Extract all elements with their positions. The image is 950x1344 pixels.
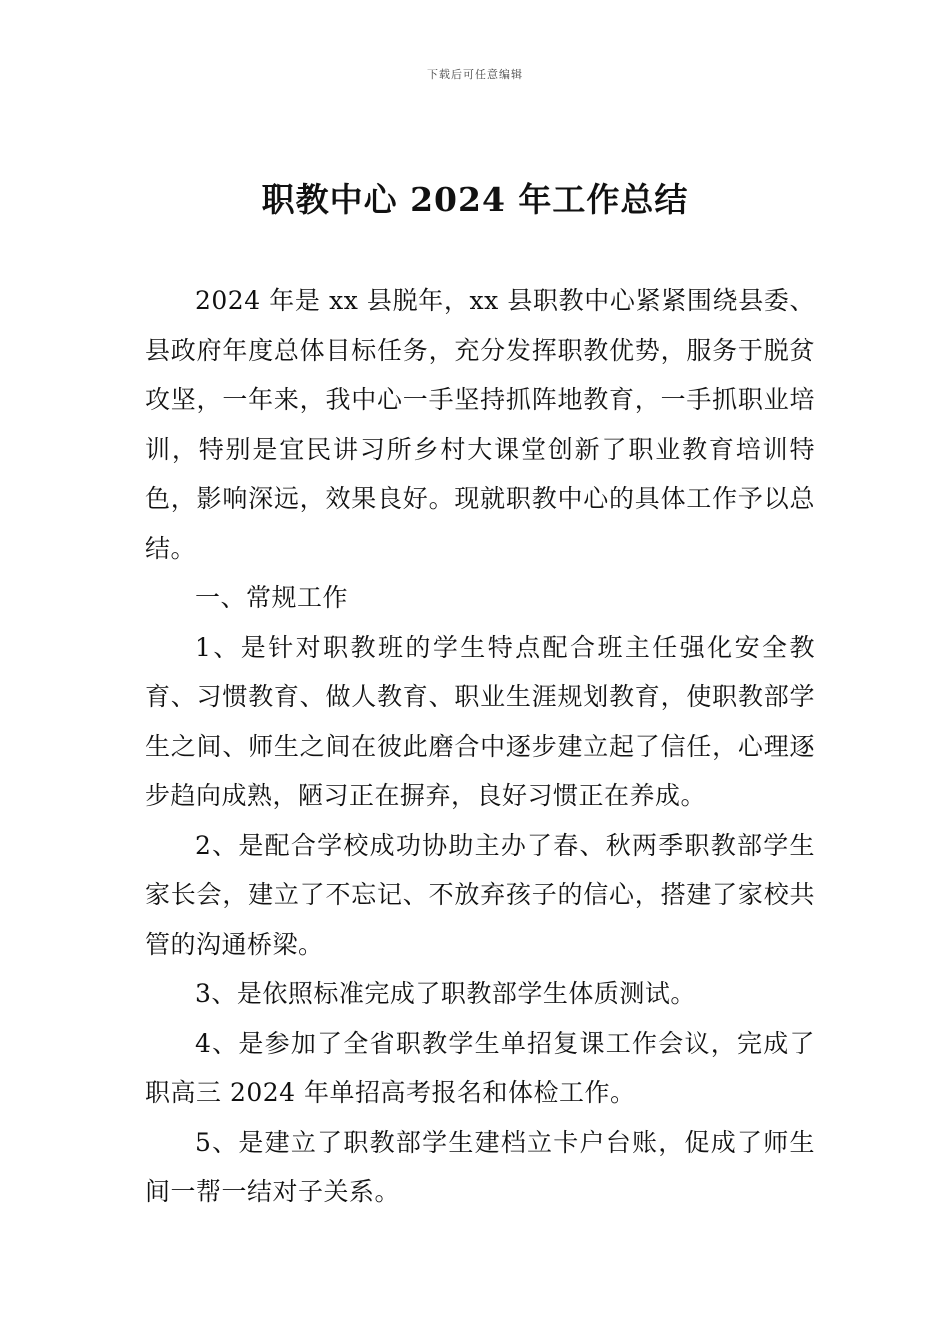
section-heading: 一、常规工作 (195, 583, 349, 612)
item-paragraph: 3、是依照标准完成了职教部学生体质测试。 (195, 979, 696, 1008)
item-paragraph: 1、是针对职教班的学生特点配合班主任强化安全教育、习惯教育、做人教育、职业生涯规划教育，使职教部学生之间、师生之间在彼此磨合中逐步建立起了信任，心理逐步趋向成熟，陋习正在摒弃，良好习惯正在养成。 (145, 632, 815, 810)
item-paragraph: 5、是建立了职教部学生建档立卡户台账，促成了师生间一帮一结对子关系。 (145, 1127, 815, 1206)
header-note: 下载后可任意编辑 (427, 68, 523, 81)
item-paragraph: 4、是参加了全省职教学生单招复课工作会议，完成了职高三 2024 年单招高考报名和体检工作。 (145, 1028, 815, 1107)
document-title: 职教中心 2024 年工作总结 (261, 180, 689, 219)
item-paragraph: 2、是配合学校成功协助主办了春、秋两季职教部学生家长会，建立了不忘记、不放弃孩子的信心，搭建了家校共管的沟通桥梁。 (145, 830, 815, 959)
intro-paragraph: 2024 年是 xx 县脱年，xx 县职教中心紧紧围绕县委、县政府年度总体目标任务，充分发挥职教优势，服务于脱贫攻坚，一年来，我中心一手坚持抓阵地教育，一手抓职业培训，特别是宜民讲习所乡村大课堂创新了职业教育培训特色，影响深远，效果良好。现就职教中心的具体工作予以总结。 (145, 286, 815, 563)
document-body (145, 276, 815, 1217)
